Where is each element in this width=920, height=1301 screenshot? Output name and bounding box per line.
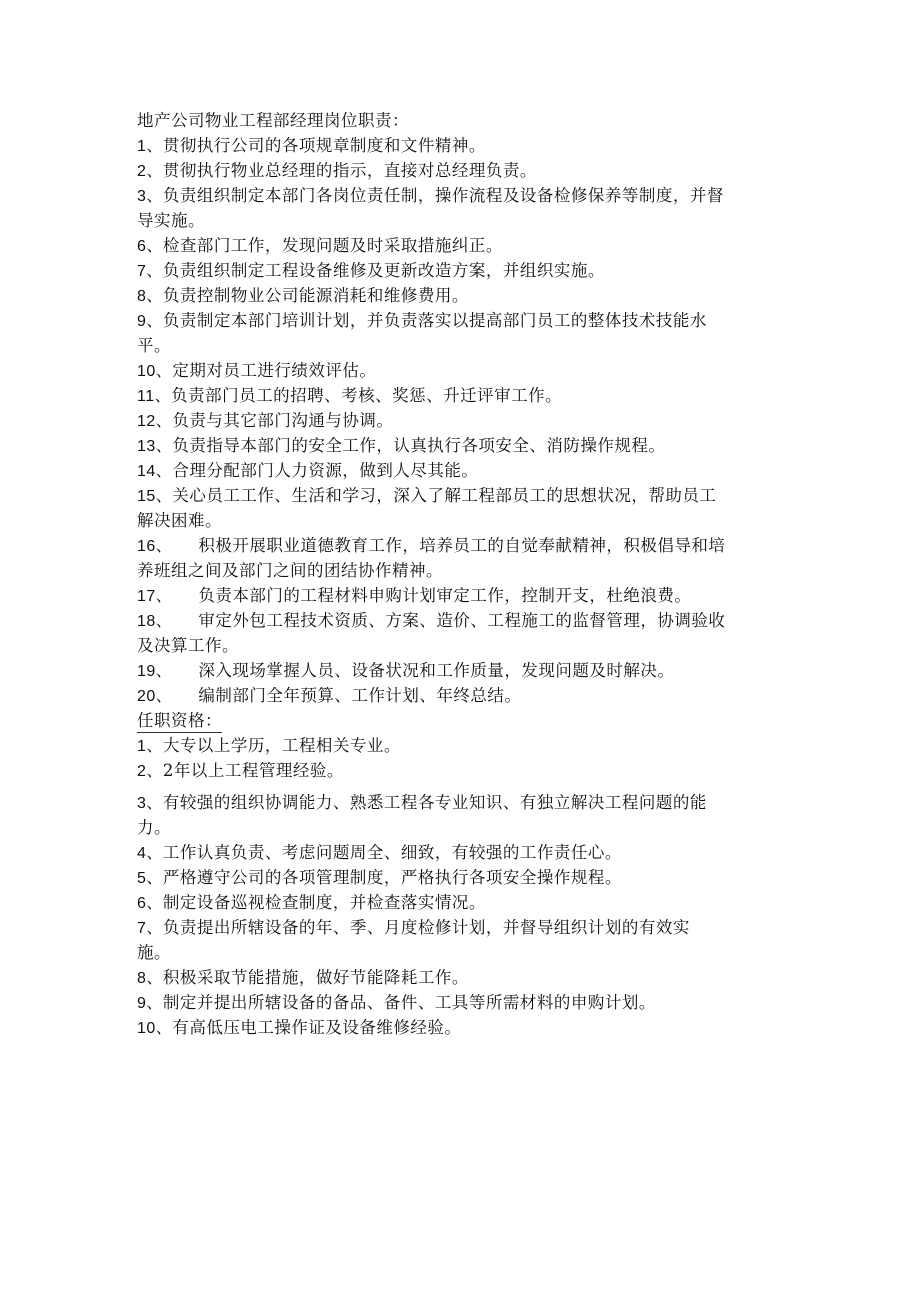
item-text: 负责本部门的工程材料申购计划审定工作，控制开支，杜绝浪费。 xyxy=(198,586,692,605)
item-number: 2、 xyxy=(137,763,163,780)
item-text: 负责提出所辖设备的年、季、月度检修计划，并督导组织计划的有效实 xyxy=(162,918,690,937)
duty-item xyxy=(137,283,787,308)
qualifications-heading-text: 任职资格： xyxy=(137,710,222,733)
item-number: 11、 xyxy=(137,388,172,405)
item-text: 深入现场掌握人员、设备状况和工作质量，发现问题及时解决。 xyxy=(198,661,675,680)
item-number: 18、 xyxy=(137,613,173,630)
item-text: 贯彻执行公司的各项规章制度和文件精神。 xyxy=(162,136,486,155)
duty-item xyxy=(137,533,787,558)
item-number: 2、 xyxy=(137,163,163,180)
item-continuation: 力。 xyxy=(137,818,171,837)
item-text: 负责指导本部门的安全工作，认真执行各项安全、消防操作规程。 xyxy=(172,436,666,455)
item-text: 负责与其它部门沟通与协调。 xyxy=(172,411,394,430)
item-text: 负责制定本部门培训计划，并负责落实以提高部门员工的整体技术技能水 xyxy=(162,311,707,330)
item-number: 1、 xyxy=(137,138,163,155)
item-text: 编制部门全年预算、工作计划、年终总结。 xyxy=(198,686,522,705)
duty-item xyxy=(137,608,787,633)
item-number: 3、 xyxy=(137,795,163,812)
item-number: 10、 xyxy=(137,363,173,380)
duty-item xyxy=(137,258,787,283)
duty-item xyxy=(137,433,787,458)
duties-list xyxy=(137,133,787,708)
item-text: 检查部门工作，发现问题及时采取措施纠正。 xyxy=(162,236,503,255)
item-number: 6、 xyxy=(137,895,163,912)
item-continuation: 养班组之间及部门之间的团结协作精神。 xyxy=(137,561,443,580)
item-number: 15、 xyxy=(137,488,173,505)
item-text: 审定外包工程技术资质、方案、造价、工程施工的监督管理，协调验收 xyxy=(198,611,726,630)
item-number: 12、 xyxy=(137,413,173,430)
item-text: 有较强的组织协调能力、熟悉工程各专业知识、有独立解决工程问题的能 xyxy=(162,793,707,812)
duty-item xyxy=(137,133,787,158)
item-text: 有高低压电工操作证及设备维修经验。 xyxy=(172,1018,462,1037)
duty-item xyxy=(137,658,787,683)
qualification-item xyxy=(137,733,787,758)
duty-item xyxy=(137,233,787,258)
item-number: 19、 xyxy=(137,663,173,680)
duty-item xyxy=(137,358,787,383)
qualification-item xyxy=(137,758,787,783)
item-text: 积极开展职业道德教育工作，培养员工的自觉奉献精神，积极倡导和培 xyxy=(198,536,726,555)
document-page xyxy=(137,108,787,1040)
duty-item xyxy=(137,483,787,508)
qualification-item xyxy=(137,840,787,865)
item-text: 严格遵守公司的各项管理制度，严格执行各项安全操作规程。 xyxy=(162,868,622,887)
duty-item xyxy=(137,308,787,333)
item-text: 负责组织制定本部门各岗位责任制，操作流程及设备检修保养等制度，并督 xyxy=(162,186,724,205)
item-number: 4、 xyxy=(137,845,163,862)
item-text: 2年以上工程管理经验。 xyxy=(162,761,344,780)
qualification-item xyxy=(137,890,787,915)
duty-item xyxy=(137,158,787,183)
item-text: 关心员工工作、生活和学习，深入了解工程部员工的思想状况，帮助员工 xyxy=(172,486,717,505)
item-text: 大专以上学历，工程相关专业。 xyxy=(162,736,401,755)
item-number: 8、 xyxy=(137,288,163,305)
item-number: 17、 xyxy=(137,588,173,605)
item-number: 6、 xyxy=(137,238,163,255)
item-text: 工作认真负责、考虑问题周全、细致，有较强的工作责任心。 xyxy=(162,843,622,862)
item-text: 负责控制物业公司能源消耗和维修费用。 xyxy=(162,286,469,305)
qualification-item xyxy=(137,915,787,940)
item-text: 积极采取节能措施，做好节能降耗工作。 xyxy=(162,968,469,987)
item-number: 1、 xyxy=(137,738,163,755)
item-number: 16、 xyxy=(137,538,173,555)
item-continuation: 及决算工作。 xyxy=(137,636,239,655)
item-number: 9、 xyxy=(137,995,163,1012)
item-number: 10、 xyxy=(137,1020,173,1037)
qualifications-list xyxy=(137,733,787,1040)
item-text: 制定并提出所辖设备的备品、备件、工具等所需材料的申购计划。 xyxy=(162,993,656,1012)
item-continuation: 平。 xyxy=(137,336,171,355)
qualification-item xyxy=(137,965,787,990)
item-number: 20、 xyxy=(137,688,173,705)
item-continuation: 解决困难。 xyxy=(137,511,222,530)
duty-item xyxy=(137,683,787,708)
item-number: 5、 xyxy=(137,870,163,887)
item-number: 3、 xyxy=(137,188,163,205)
qualification-item xyxy=(137,1015,787,1040)
item-continuation: 导实施。 xyxy=(137,211,205,230)
item-text: 合理分配部门人力资源，做到人尽其能。 xyxy=(172,461,479,480)
qualification-item xyxy=(137,990,787,1015)
item-number: 8、 xyxy=(137,970,163,987)
duty-item xyxy=(137,408,787,433)
item-text: 定期对员工进行绩效评估。 xyxy=(172,361,377,380)
qualifications-heading xyxy=(137,708,787,733)
duty-item xyxy=(137,383,787,408)
item-number: 7、 xyxy=(137,263,163,280)
item-text: 制定设备巡视检查制度，并检查落实情况。 xyxy=(162,893,486,912)
item-text: 负责部门员工的招聘、考核、奖惩、升迁评审工作。 xyxy=(171,386,563,405)
qualification-item xyxy=(137,865,787,890)
item-number: 9、 xyxy=(137,313,163,330)
item-number: 14、 xyxy=(137,463,173,480)
duty-item xyxy=(137,183,787,208)
item-number: 7、 xyxy=(137,920,163,937)
duty-item xyxy=(137,583,787,608)
item-text: 负责组织制定工程设备维修及更新改造方案，并组织实施。 xyxy=(162,261,605,280)
item-number: 13、 xyxy=(137,438,173,455)
item-text: 贯彻执行物业总经理的指示，直接对总经理负责。 xyxy=(162,161,537,180)
qualification-item xyxy=(137,790,787,815)
item-continuation: 施。 xyxy=(137,943,171,962)
duty-item xyxy=(137,458,787,483)
document-title: 地产公司物业工程部经理岗位职责： xyxy=(137,111,409,130)
